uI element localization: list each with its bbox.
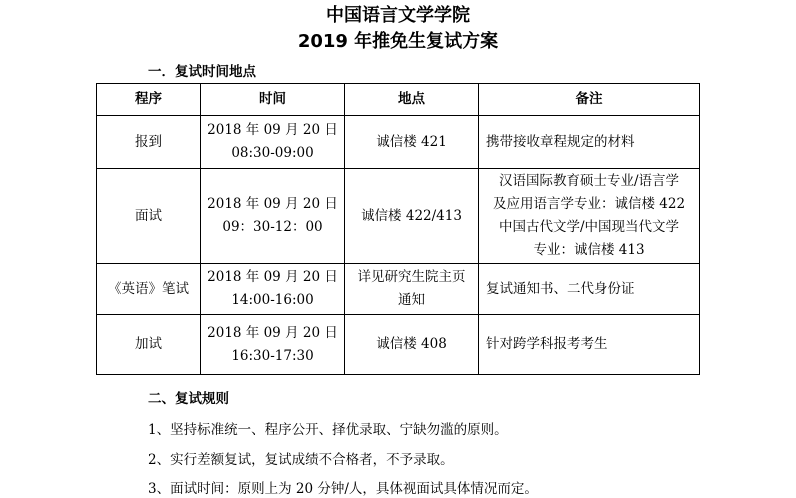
place-line: 通知 <box>398 292 425 308</box>
time-range: 14:00-16:00 <box>231 292 314 308</box>
section-heading-rules: 二、复试规则 <box>148 391 229 407</box>
cell-note: 携带接收章程规定的材料 <box>479 116 700 169</box>
header-note: 备注 <box>479 84 700 116</box>
table-header-row <box>97 84 700 116</box>
table-row <box>97 315 700 375</box>
header-step: 程序 <box>97 84 201 116</box>
cell-step: 报到 <box>97 116 201 169</box>
rule-item: 2、实行差额复试，复试成绩不合格者，不予录取。 <box>148 452 454 468</box>
header-place: 地点 <box>345 84 479 116</box>
time-date: 2018 年 09 月 20 日 <box>207 122 338 138</box>
cell-step: 面试 <box>97 169 201 264</box>
cell-place <box>345 264 479 315</box>
cell-time <box>201 264 345 315</box>
cell-step: 加试 <box>97 315 201 375</box>
time-range: 08:30-09:00 <box>231 145 314 161</box>
rule-item: 1、坚持标准统一、程序公开、择优录取、宁缺勿滥的原则。 <box>148 422 508 438</box>
time-range: 16:30-17:30 <box>231 347 314 364</box>
time-date: 2018 年 09 月 20 日 <box>207 269 338 285</box>
note-line: 专业：诚信楼 413 <box>533 242 645 258</box>
cell-time <box>201 315 345 375</box>
place-line: 详见研究生院主页 <box>357 269 466 285</box>
document-title: 中国语言文学学院 <box>326 5 470 26</box>
section-heading-time-place: 一．复试时间地点 <box>148 64 256 80</box>
cell-note: 复试通知书、二代身份证 <box>479 264 700 315</box>
time-date: 2018 年 09 月 20 日 <box>207 324 338 341</box>
cell-place: 诚信楼 422/413 <box>345 169 479 264</box>
cell-note: 针对跨学科报考考生 <box>479 315 700 375</box>
rule-item: 3、面试时间：原则上为 20 分钟/人，具体视面试具体情况而定。 <box>148 481 538 497</box>
cell-time <box>201 116 345 169</box>
document-subtitle: 2019 年推免生复试方案 <box>297 31 499 52</box>
schedule-table <box>96 83 700 375</box>
cell-time <box>201 169 345 264</box>
note-line: 及应用语言学专业：诚信楼 422 <box>492 196 686 212</box>
table-row <box>97 264 700 315</box>
table-row <box>97 116 700 169</box>
table-row <box>97 169 700 264</box>
cell-place: 诚信楼 421 <box>345 116 479 169</box>
cell-note <box>479 169 700 264</box>
cell-step: 《英语》笔试 <box>97 264 201 315</box>
header-time: 时间 <box>201 84 345 116</box>
note-line: 中国古代文学/中国现当代文学 <box>498 219 680 235</box>
cell-place: 诚信楼 408 <box>345 315 479 375</box>
time-range: 09：30-12：00 <box>222 219 323 235</box>
time-date: 2018 年 09 月 20 日 <box>207 196 338 212</box>
note-line: 汉语国际教育硕士专业/语言学 <box>498 173 680 189</box>
